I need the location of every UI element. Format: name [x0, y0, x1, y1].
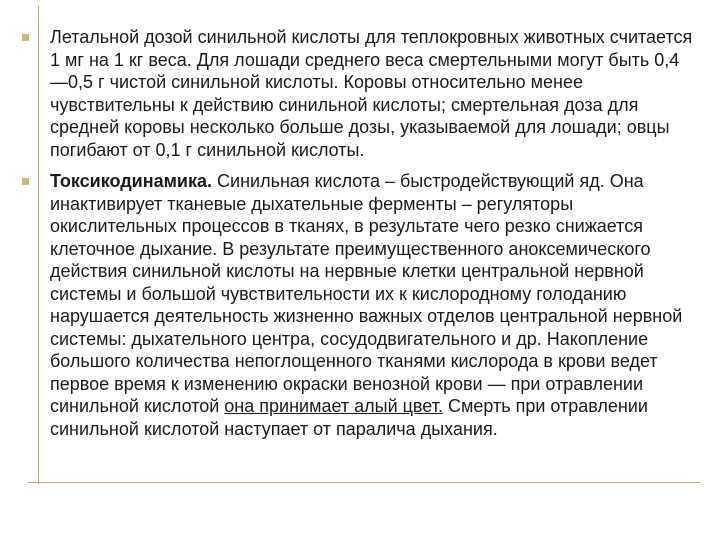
square-bullet-icon [22, 178, 29, 185]
lethal-dose-text: Летальной дозой синильной кислоты для теплокровных животных считается 1 мг на 1 кг веса. Для лошади среднего веса смертельными могут быть 0,4—0,5 г чистой синильной кислоты. Коровы относительно менее чувствительны к действию синильной кислоты; смертельная доза для средней коровы несколько больше дозы, указываемой для лошади; овцы погибают от 0,1 г синильной кислоты. [50, 27, 693, 160]
scarlet-color-phrase: она принимает алый цвет. [224, 396, 443, 416]
bullet-item-lethal-dose [22, 26, 694, 161]
toxicodynamics-conclusion: Смерть при отравлении синильной кислотой наступает от паралича дыхания. [50, 396, 648, 439]
bullet-item-toxicodynamics [22, 170, 694, 440]
toxicodynamics-heading: Токсикодинамика. [50, 171, 213, 191]
toxicodynamics-text: Синильная кислота – быстродействующий яд. Она инактивирует тканевые дыхательные ферменты – регуляторы окислительных процессов в тканях, в результате чего резко снижается клеточное дыхание. В результате преимущественного аноксемического действия синильной кислоты на нервные клетки центральной нервной системы и большой чувствительности их к кислородному голоданию нарушается деятельность жизненно важных отделов центральной нервной системы: дыхательного центра, сосудодвигательного и др. Накопление большого количества непоглощенного тканями кислорода в крови ведет первое время к изменению окраски венозной крови — при отравлении синильной кислотой [50, 171, 683, 416]
bottom-accent-line [28, 482, 700, 483]
slide-content [22, 26, 694, 440]
square-bullet-icon [22, 34, 29, 41]
